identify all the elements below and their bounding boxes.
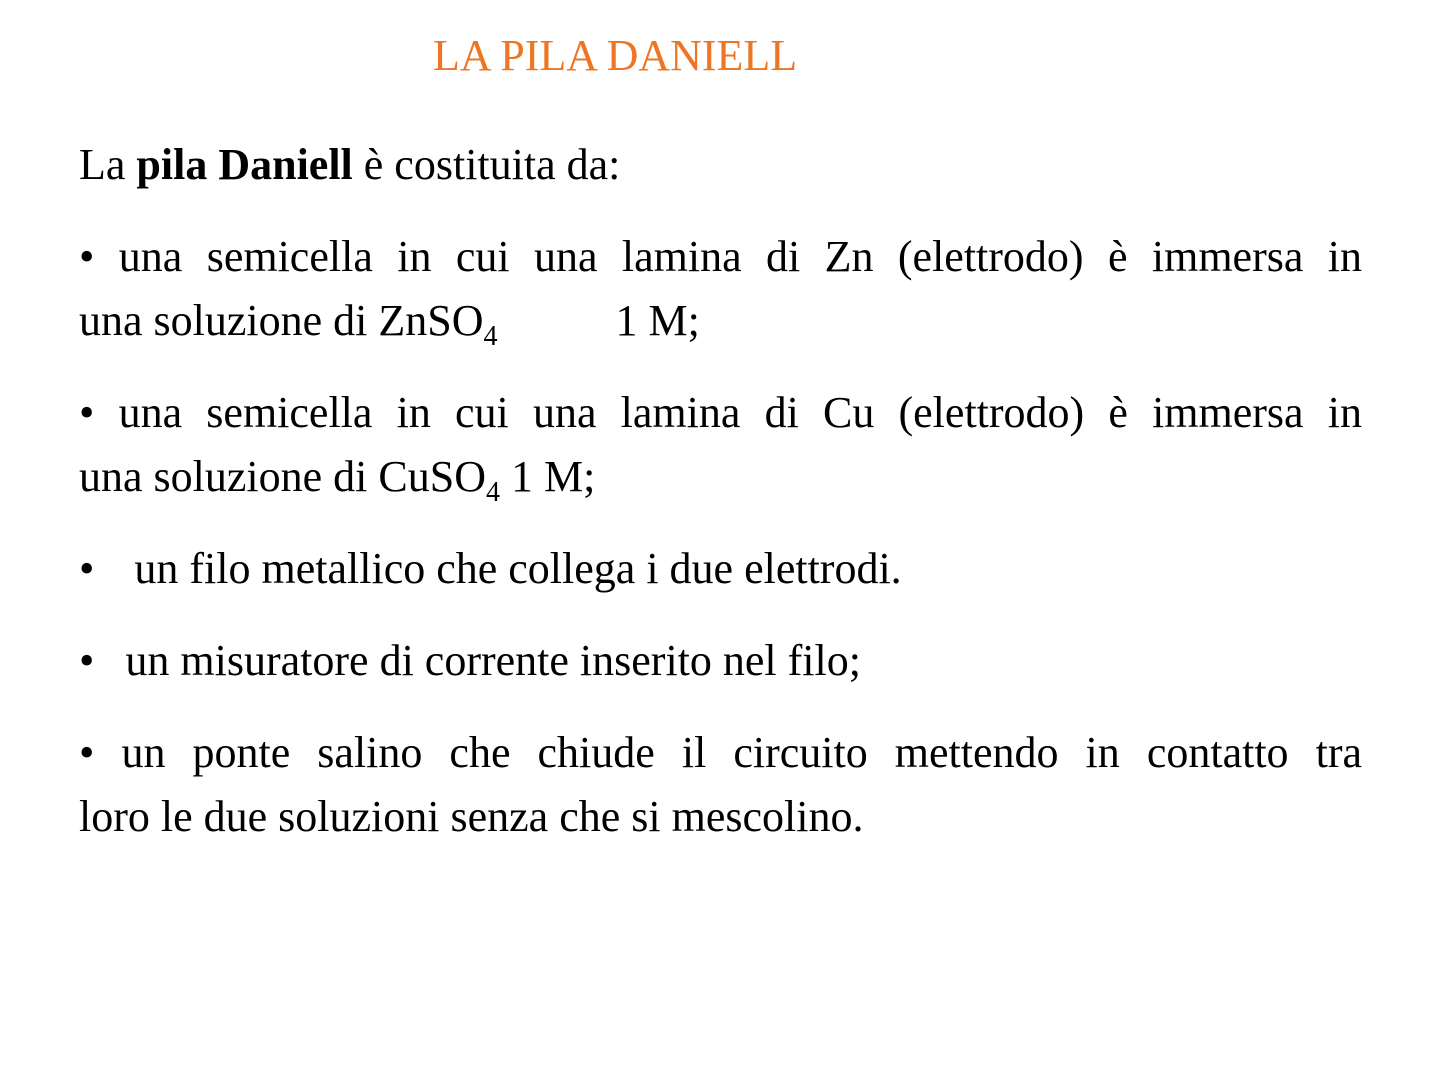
item-cu-line2 — [79, 452, 596, 508]
item-cu-suffix: 1 M; — [499, 452, 596, 501]
intro-prefix: La — [79, 140, 137, 189]
bullet-icon: • — [79, 636, 95, 685]
slide-title: LA PILA DANIELL — [433, 31, 798, 80]
intro-suffix: è costituita da: — [352, 140, 621, 189]
intro-line — [79, 140, 620, 190]
item-zn-subscript: 4 — [483, 321, 498, 352]
item-bridge-line2: loro le due soluzioni senza che si mescolino. — [79, 792, 864, 841]
item-cu-prefix: una soluzione di CuSO — [79, 452, 486, 501]
item-wire — [79, 544, 902, 594]
intro-bold: pila Daniell — [136, 140, 353, 189]
item-cu-line1: • una semicella in cui una lamina di Cu (elettrodo) è immersa in — [79, 388, 1362, 437]
item-cu-subscript: 4 — [485, 477, 500, 508]
item-zn-prefix: una soluzione di ZnSO — [79, 296, 484, 345]
item-wire-text: un filo metallico che collega i due elettrodi. — [134, 544, 902, 593]
item-zn-suffix: 1 M; — [615, 296, 700, 345]
item-zn-line2 — [79, 296, 700, 352]
item-meter-text: un misuratore di corrente inserito nel filo; — [125, 636, 861, 685]
item-bridge-line1: • un ponte salino che chiude il circuito mettendo in contatto tra — [79, 728, 1362, 777]
item-meter — [79, 636, 861, 686]
bullet-icon: • — [79, 544, 95, 593]
item-zn-line1: • una semicella in cui una lamina di Zn (elettrodo) è immersa in — [79, 232, 1362, 281]
